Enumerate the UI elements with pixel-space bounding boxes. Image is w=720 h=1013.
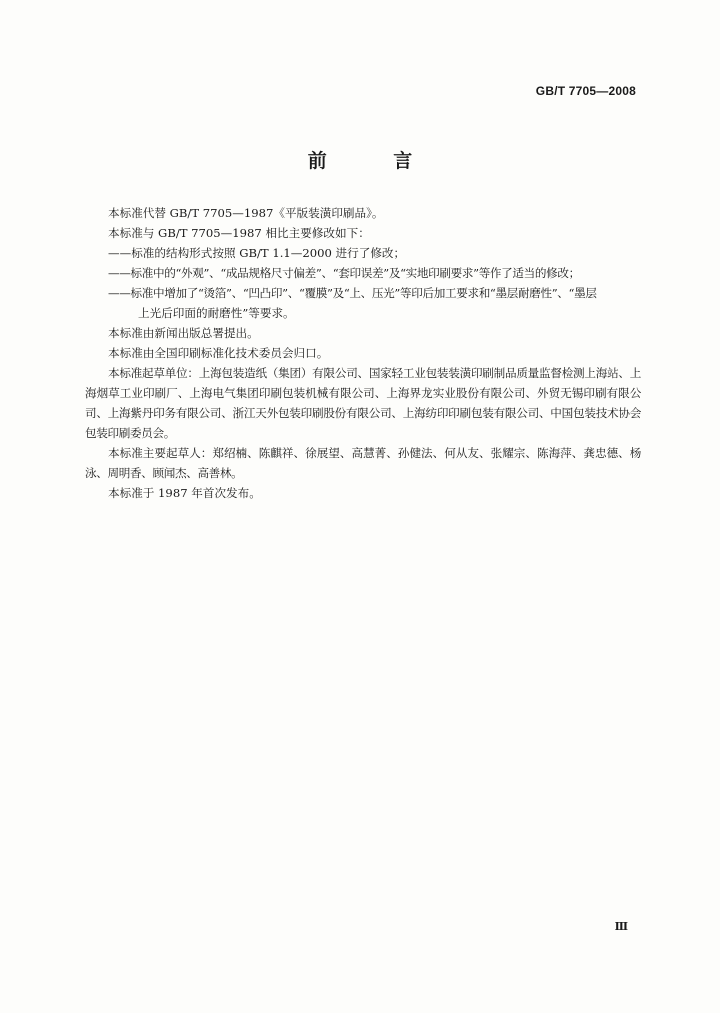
change-item-structure: ——标准的结构形式按照 GB/T 1.1—2000 进行了修改； <box>108 246 406 260</box>
change-item-modified: ——标准中的“外观”、“成品规格尺寸偏差”、“套印误差”及“实地印刷要求”等作了适当的修改； <box>108 266 580 280</box>
page-number: Ⅲ <box>614 920 628 933</box>
standard-code: GB/T 7705—2008 <box>535 84 636 98</box>
paragraph-drafters: 本标准主要起草人：郑绍楠、陈麒祥、徐展望、高慧菁、孙健法、何从友、张耀宗、陈海萍、龚忠德、杨泳、周明香、顾闻杰、高善林。 <box>85 446 641 480</box>
change-item-added: ——标准中增加了“烫箔”、“凹凸印”、“覆膜”及“上、压光”等印后加工要求和“墨层耐磨性”、“墨层 <box>108 286 597 300</box>
paragraph-replaces: 本标准代替 GB/T 7705—1987《平版装潢印刷品》。 <box>108 206 384 220</box>
foreword-body <box>85 203 641 503</box>
paragraph-changes-intro: 本标准与 GB/T 7705—1987 相比主要修改如下： <box>108 226 370 240</box>
page-title: 前 言 <box>307 150 443 172</box>
change-item-added-continued: 上光后印面的耐磨性”等要求。 <box>138 306 295 320</box>
paragraph-under-jurisdiction: 本标准由全国印刷标准化技术委员会归口。 <box>108 346 329 360</box>
paragraph-drafting-units: 本标准起草单位：上海包装造纸（集团）有限公司、国家轻工业包装装潢印刷制品质量监督检测上海站、上海烟草工业印刷厂、上海电气集团印刷包装机械有限公司、上海界龙实业股份有限公司、外贸无锡印刷有限公司、上海紫丹印务有限公司、浙江天外包装印刷股份有限公司、上海纺印印刷包装有限公司、中国包装技术协会包装印刷委员会。 <box>85 366 641 440</box>
paragraph-proposed-by: 本标准由新闻出版总署提出。 <box>108 326 259 340</box>
paragraph-first-published: 本标准于 1987 年首次发布。 <box>108 486 261 500</box>
